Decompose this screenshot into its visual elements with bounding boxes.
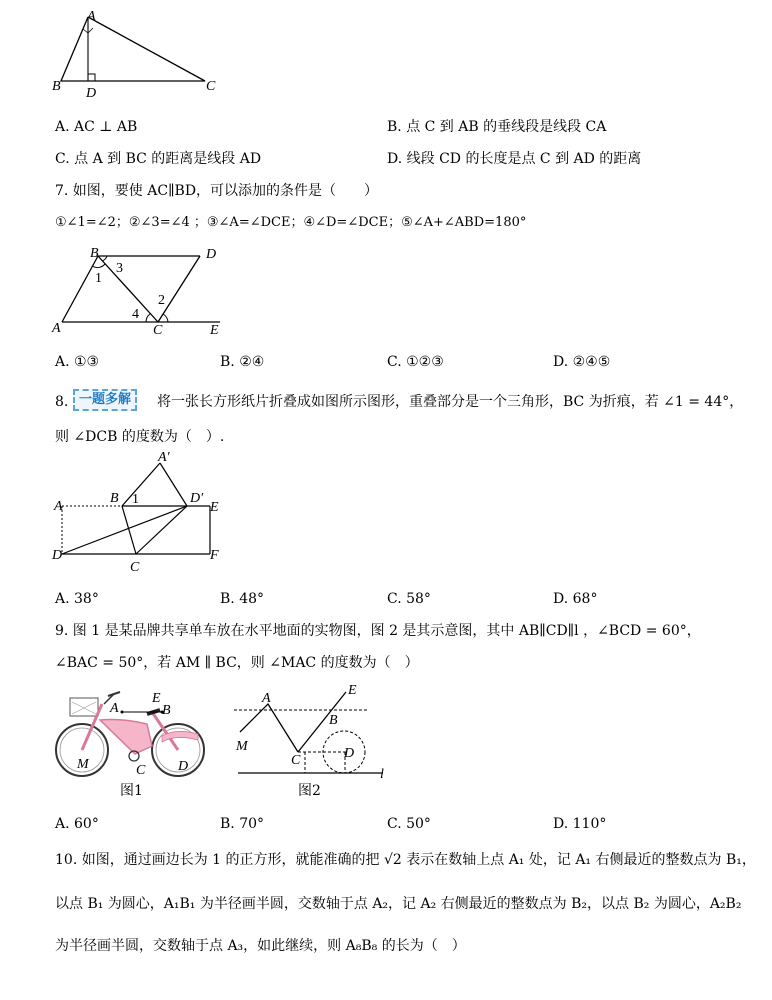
q9-photo-label-b: B [162,703,171,718]
q8-label-e: E [210,500,219,515]
q6-option-b[interactable]: B. 点 C 到 AB 的垂线段是线段 CA [387,119,607,135]
q8-label-a-prime: A′ [158,450,170,465]
q9-bicycle-photo [52,684,210,780]
q7-option-a[interactable]: A. ①③ [55,354,100,370]
q8-option-b[interactable]: B. 48° [220,591,265,607]
q7-option-d[interactable]: D. ②④⑤ [553,354,611,370]
q7-angle-4: 4 [132,307,139,322]
q7-label-c: C [153,323,163,338]
q9-figure2-caption: 图2 [298,783,321,799]
q9-fig2-label-a: A [262,691,271,706]
q8-label-c: C [130,560,140,575]
q9-fig2-label-l: l [380,767,384,782]
q6-label-b: B [52,79,61,94]
q6-option-d[interactable]: D. 线段 CD 的长度是点 C 到 AD 的距离 [387,151,642,167]
q9-fig2-label-d: D [344,746,355,761]
q9-fig2-label-e: E [348,683,357,698]
q9-fig2-label-c: C [291,753,301,768]
q10-line2: 以点 B₁ 为圆心，A₁B₁ 为半径画半圆，交数轴于点 A₂，记 A₂ 右侧最近的整数点为 B₂，以点 B₂ 为圆心，A₂B₂ [55,896,742,912]
q8-option-a[interactable]: A. 38° [55,591,99,607]
q9-stem-line2: ∠BAC = 50°，若 AM ∥ BC，则 ∠MAC 的度数为（ ） [55,655,419,671]
q6-option-c[interactable]: C. 点 A 到 BC 的距离是线段 AD [55,151,262,167]
q8-fold-figure [50,450,230,585]
q7-angle-3: 3 [116,261,123,276]
q9-schematic-figure [228,682,398,782]
q9-photo-label-a: A [110,701,119,716]
q7-option-b[interactable]: B. ②④ [220,354,265,370]
q6-label-d: D [86,86,97,101]
q9-figure1-caption: 图1 [120,783,143,799]
q8-angle-1: 1 [132,492,139,507]
q8-option-d[interactable]: D. 68° [553,591,598,607]
q6-triangle-figure [50,8,230,103]
q9-option-c[interactable]: C. 50° [387,816,431,832]
q8-label-d: D [52,548,63,563]
q8-stem-line1: 将一张长方形纸片折叠成如图所示图形，重叠部分是一个三角形，BC 为折痕，若 ∠1 = 44°， [157,394,744,410]
q10-line3: 为半径画半圆，交数轴于点 A₃，如此继续，则 A₈B₈ 的长为（ ） [55,938,466,954]
q7-label-b: B [90,246,99,261]
q10-line1: 10. 如图，通过画边长为 1 的正方形，就能准确的把 √2 表示在数轴上点 A₁ 处，记 A₁ 右侧最近的整数点为 B₁， [55,852,756,868]
q7-label-a: A [52,321,61,336]
q7-label-d: D [206,247,217,262]
q8-label-b: B [110,491,119,506]
q6-label-a: A [87,9,96,24]
q7-angle-2: 2 [158,293,165,308]
q8-label-a: A [54,499,63,514]
q9-photo-label-c: C [136,763,146,778]
q8-label-f: F [210,548,219,563]
q6-label-c: C [206,79,216,94]
q9-fig2-label-b: B [329,713,338,728]
q7-angle-1: 1 [95,271,102,286]
q7-option-c[interactable]: C. ①②③ [387,354,444,370]
q6-option-a[interactable]: A. AC ⊥ AB [55,119,138,135]
q9-photo-label-d: D [178,759,189,774]
q9-photo-label-e: E [152,691,161,706]
q7-parallelogram-figure [50,244,240,339]
q8-option-c[interactable]: C. 58° [387,591,431,607]
q7-stem: 7. 如图，要使 AC∥BD，可以添加的条件是（ ） [55,183,379,199]
q8-stem-line2: 则 ∠DCB 的度数为（ ）. [55,429,225,445]
q9-option-d[interactable]: D. 110° [553,816,607,832]
q7-label-e: E [210,323,219,338]
q7-conditions: ①∠1=∠2；②∠3=∠4 ；③∠A=∠DCE；④∠D=∠DCE；⑤∠A+∠ABD=180° [55,215,527,230]
q8-number: 8. [55,394,69,410]
q9-stem-line1: 9. 图 1 是某品牌共享单车放在水平地面的实物图，图 2 是其示意图，其中 AB∥CD∥l ，∠BCD = 60°， [55,623,701,639]
q9-fig2-label-m: M [236,739,248,754]
q9-photo-label-m: M [77,757,89,772]
q9-option-b[interactable]: B. 70° [220,816,265,832]
q8-label-d-prime: D′ [190,491,204,506]
q8-multi-solution-badge[interactable]: 一题多解 [73,389,137,411]
q9-option-a[interactable]: A. 60° [55,816,99,832]
